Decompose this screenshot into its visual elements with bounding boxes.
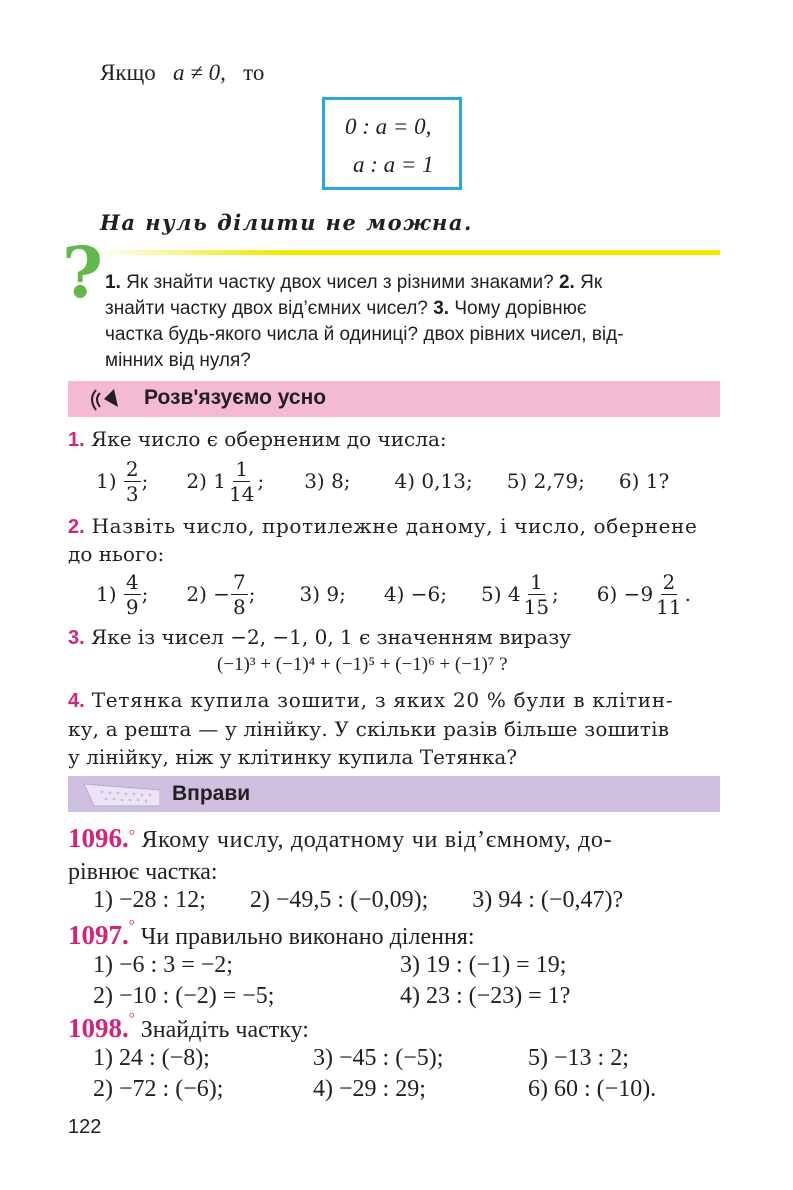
- e1098-item-2: 2) −72 : (−6);: [93, 1076, 224, 1102]
- exercises-header-bar: [68, 776, 720, 812]
- t2-sep-6: .: [684, 582, 691, 606]
- e1096-item-1: 1) −28 : 12;: [93, 887, 206, 913]
- task-4-text-1: Тетянка купила зошити, з яких 20 % були в клітин-: [84, 688, 674, 712]
- t2-frac-2-den: 8: [233, 594, 246, 619]
- e1096-item-3: 3) 94 : (−0,47)?: [472, 887, 624, 913]
- t1-item-1: 1): [96, 469, 117, 493]
- t1-frac-2-den: 14: [228, 481, 255, 506]
- question-mark-icon: ?: [62, 231, 104, 314]
- t2-item-3: 3) 9;: [299, 582, 346, 606]
- e1097-item-4: 4) 23 : (−23) = 1?: [400, 983, 571, 1009]
- exercise-1096-text-2: рівнює частка:: [68, 859, 218, 885]
- exercise-1096-items: [93, 887, 623, 914]
- e1098-item-1: 1) 24 : (−8);: [93, 1045, 210, 1071]
- condition-text: Якщо: [100, 60, 156, 85]
- t2-item-4: 4) −6;: [383, 582, 447, 606]
- exercise-1097-text: Чи правильно виконано ділення:: [134, 924, 475, 950]
- t1-sep-1: ;: [141, 469, 149, 493]
- q2-number: 2.: [558, 272, 575, 293]
- task-3-text: Яке із чисел −2, −1, 0, 1 є значенням виразу: [84, 625, 572, 649]
- t1-sep-2: ;: [257, 469, 265, 493]
- e1097-item-3: 3) 19 : (−1) = 19;: [400, 952, 567, 978]
- yellow-divider: [94, 250, 720, 255]
- t2-item-5: 5) 4: [480, 582, 521, 606]
- t2-item-2: 2) −: [186, 582, 231, 606]
- exercise-1097: 1097.° Чи правильно виконано ділення:: [68, 918, 475, 950]
- task-2: [68, 513, 697, 568]
- task-1-number: 1.: [68, 429, 85, 451]
- t2-item-1: 1): [96, 582, 117, 606]
- e1098-item-6: 6) 60 : (−10).: [528, 1076, 657, 1102]
- t2-frac-1-num: 4: [125, 569, 139, 594]
- rule-box: [322, 97, 462, 190]
- q1-text: Як знайти частку двох чисел з різними знаками?: [120, 272, 559, 293]
- task-4: [68, 686, 673, 771]
- t2-frac-5-den: 15: [523, 594, 550, 619]
- speaker-icon: [90, 385, 126, 413]
- q2-text-a: Як: [574, 272, 603, 293]
- task-3-number: 3.: [68, 627, 85, 649]
- exercises-header-title: Вправи: [172, 782, 251, 805]
- task-4-number: 4.: [68, 690, 85, 712]
- exercise-1098: 1098.° Знайдіть частку:: [68, 1011, 309, 1043]
- task-2-number: 2.: [68, 516, 85, 538]
- t2-frac-6-den: 11: [656, 594, 682, 619]
- oral-header-title: Розв'язуємо усно: [144, 386, 327, 409]
- t2-sep-2: ;: [248, 582, 256, 606]
- task-1-text: Яке число є оберненим до числа:: [84, 427, 447, 451]
- exercise-1096-text: Якому числу, додатному чи від’ємному, до-: [134, 827, 613, 853]
- q3-text-b: частка будь-якого числа й одиниці? двох рівних чисел, від-: [105, 324, 624, 345]
- box-line-1: 0 : a = 0,: [345, 114, 432, 139]
- e1097-item-2: 2) −10 : (−2) = −5;: [93, 983, 275, 1009]
- condition-math: a ≠ 0,: [172, 60, 226, 85]
- task-2-items: [96, 568, 691, 620]
- t2-frac-1-den: 9: [125, 594, 139, 619]
- exercise-1098-number: 1098.: [68, 1013, 129, 1043]
- task-4-text-2: ку, а решта — у лінійку. У скільки разів більше зошитів: [68, 717, 670, 741]
- exercise-1097-number: 1097.: [68, 920, 129, 950]
- exercise-1096: 1096.° Якому числу, додатному чи від’ємному, до- рівнює частка:: [68, 822, 612, 888]
- page-number: 122: [68, 1116, 102, 1138]
- oral-header-bar: [68, 381, 720, 417]
- review-questions: [105, 270, 624, 374]
- task-4-text-3: у лінійку, ніж у клітинку купила Тетянка?: [68, 745, 518, 769]
- t2-frac-5-num: 1: [529, 569, 543, 594]
- condition-line: [100, 60, 264, 86]
- t1-item-4: 4) 0,13;: [394, 469, 473, 493]
- e1096-item-2: 2) −49,5 : (−0,09);: [249, 887, 429, 913]
- task-3-expression: (−1)³ + (−1)⁴ + (−1)⁵ + (−1)⁶ + (−1)⁷ ?: [217, 654, 508, 675]
- t1-item-6: 6) 1?: [618, 469, 670, 493]
- t1-item-3: 3) 8;: [304, 469, 351, 493]
- t1-frac-1-den: 3: [125, 481, 139, 506]
- task-2-text: Назвіть число, протилежне даному, і число, обернене: [84, 514, 698, 538]
- t2-item-6: 6) −9: [596, 582, 654, 606]
- task-1-items: [96, 455, 669, 507]
- t1-frac-1-num: 2: [125, 456, 139, 481]
- t1-frac-2-num: 1: [235, 456, 249, 481]
- task-2-text-2: до нього:: [68, 542, 165, 566]
- exercise-1096-number: 1096.: [68, 823, 129, 853]
- t1-item-2: 2) 1: [186, 469, 226, 493]
- e1097-item-1: 1) −6 : 3 = −2;: [93, 952, 233, 978]
- task-1: [68, 427, 447, 452]
- e1098-item-5: 5) −13 : 2;: [528, 1045, 629, 1071]
- condition-then: то: [243, 60, 265, 85]
- t2-frac-2-num: 7: [233, 569, 246, 594]
- t2-frac-6-num: 2: [662, 569, 676, 594]
- rule-text: На нуль ділити не можна.: [100, 210, 473, 235]
- e1098-item-4: 4) −29 : 29;: [313, 1076, 426, 1102]
- t2-sep-5: ;: [552, 582, 559, 606]
- q3-text-c: мінних від нуля?: [105, 350, 251, 371]
- q2-text-b: знайти частку двох від’ємних чисел?: [105, 298, 434, 319]
- t2-sep-1: ;: [141, 582, 149, 606]
- exercise-1098-text: Знайдіть частку:: [134, 1017, 309, 1043]
- e1098-item-3: 3) −45 : (−5);: [313, 1045, 444, 1071]
- t1-item-5: 5) 2,79;: [506, 469, 585, 493]
- task-3: [68, 625, 571, 650]
- q3-number: 3.: [433, 298, 450, 319]
- q3-text-a: Чому дорівнює: [449, 298, 587, 319]
- q1-number: 1.: [105, 272, 121, 293]
- ruler-icon: [80, 780, 160, 810]
- box-line-2: a : a = 1: [353, 152, 434, 177]
